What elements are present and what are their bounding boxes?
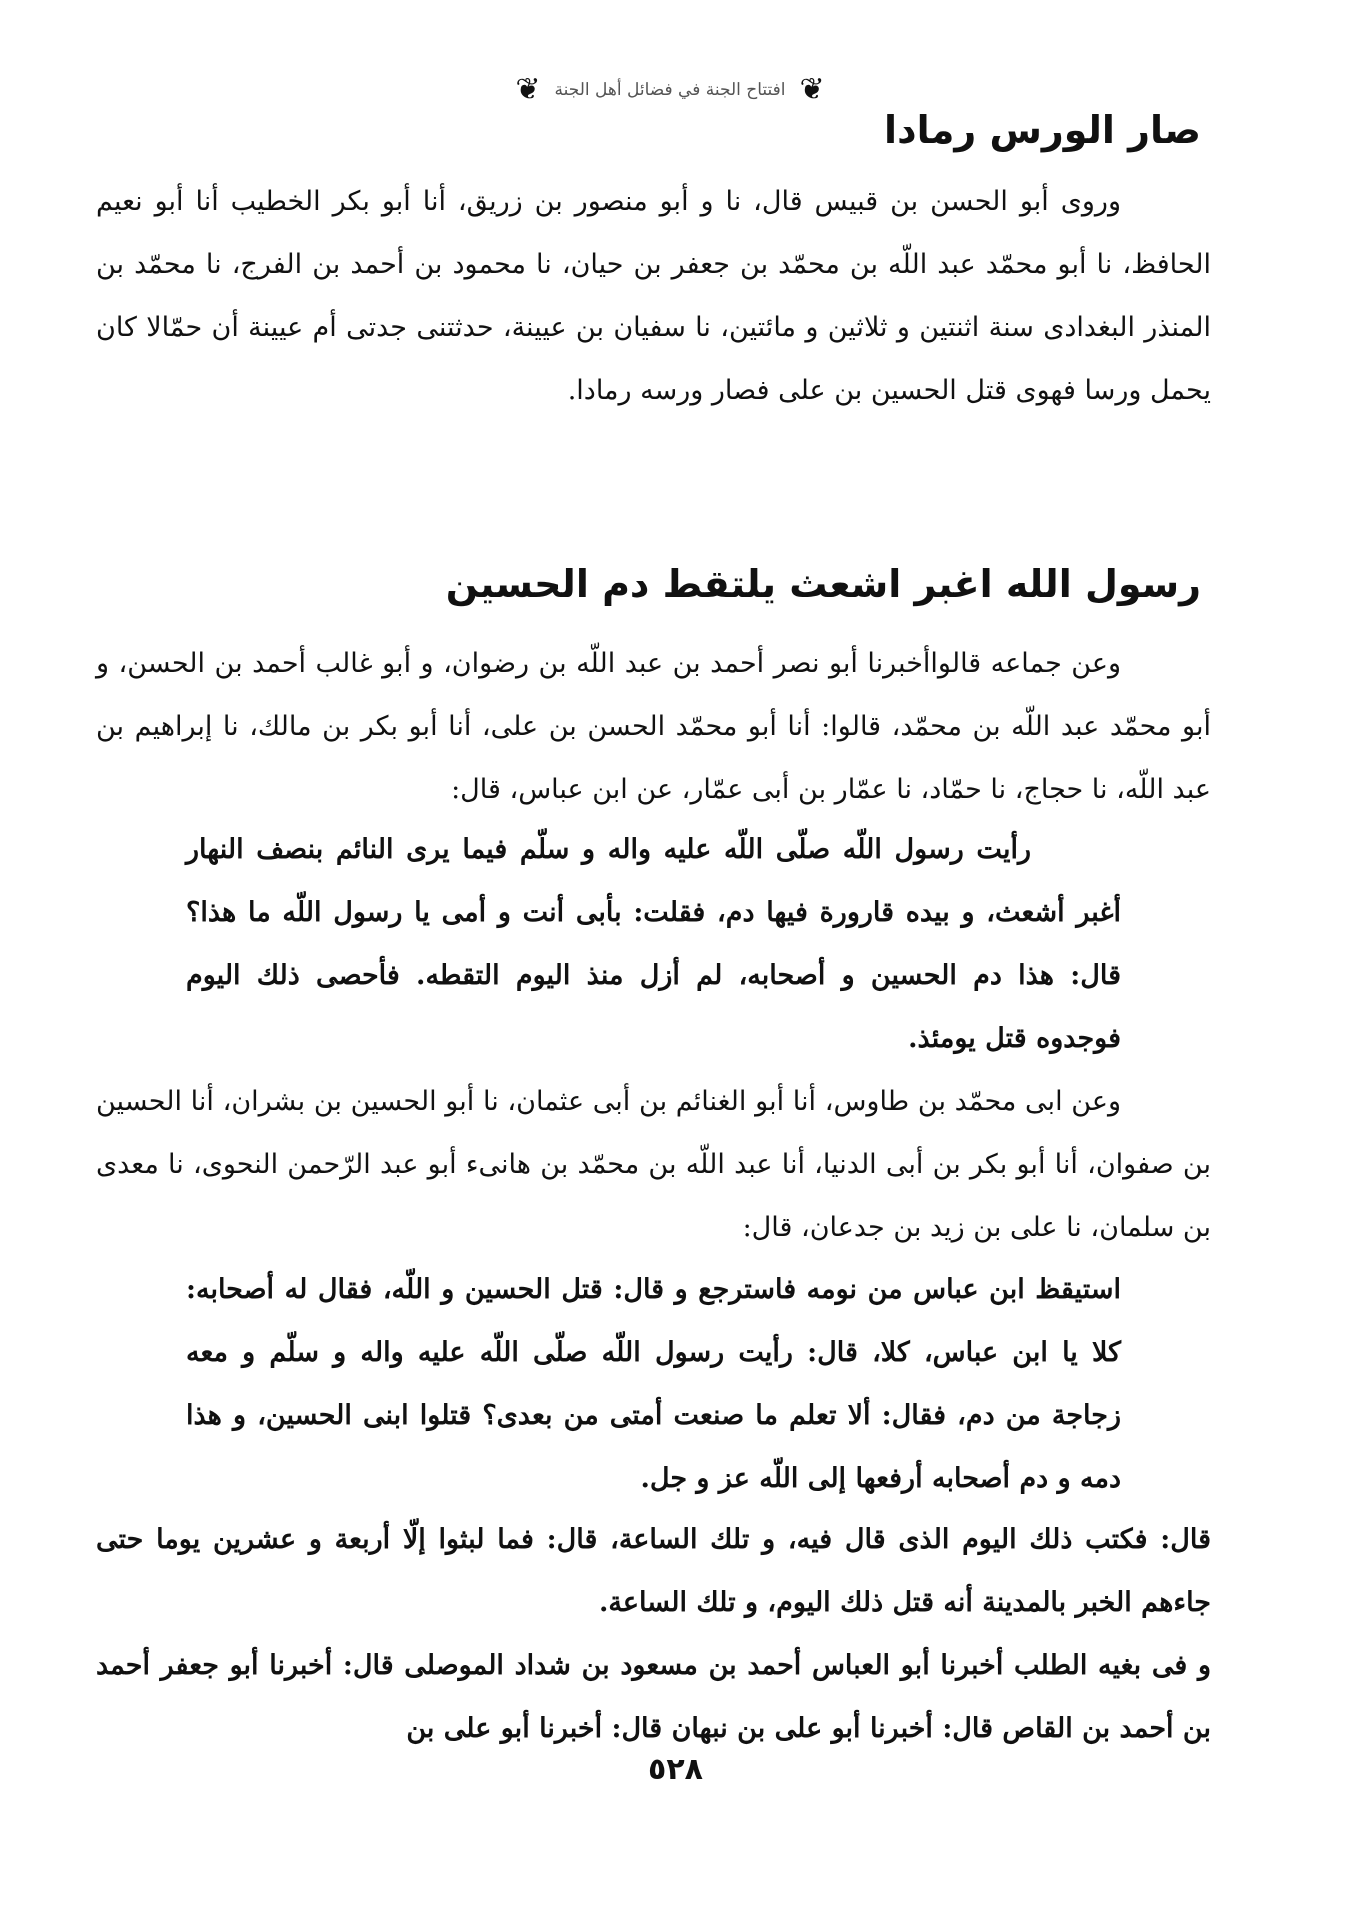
page-number: ٥٢٨	[648, 1752, 703, 1787]
ornament-left-icon: ❦	[515, 72, 541, 107]
quoted-paragraph: رأيت رسول اللّه صلّى اللّه عليه واله و سلّم فيما يرى النائم بنصف النهار أغبر أشعث، و بيده قارورة فيها دم، فقلت: بأبى أنت و أمى يا رسول اللّه ما هذا؟ قال: هذا دم الحسين و أصحابه، لم أزل منذ اليوم التقطه. فأحصى ذلك اليوم فوجدوه قتل يومئذ.	[186, 834, 1121, 1054]
section-heading: صار الورس رمادا	[884, 108, 1201, 152]
paragraph: قال: فكتب ذلك اليوم الذى قال فيه، و تلك الساعة، قال: فما لبثوا إلّا أربعة و عشرين يوما حتى جاءهم الخبر بالمدينة أنه قتل ذلك اليوم، و تلك الساعة.	[96, 1524, 1211, 1618]
paragraph: وعن ابى محمّد بن طاوس، أنا أبو الغنائم بن أبى عثمان، نا أبو الحسين بن بشران، أنا الحسين بن صفوان، أنا أبو بكر بن أبى الدنيا، أنا عبد اللّه بن محمّد بن هانىء أبو عبد الرّحمن النحوى، نا معدى بن سلمان، نا على بن زيد بن جدعان، قال:	[96, 1086, 1211, 1243]
ornament-right-icon: ❦	[799, 72, 825, 107]
paragraph: و فى بغيه الطلب أخبرنا أبو العباس أحمد بن مسعود بن شداد الموصلى قال: أخبرنا أبو جعفر أحمد بن أحمد بن القاص قال: أخبرنا أبو على بن نبهان قال: أخبرنا أبو على بن	[96, 1650, 1211, 1744]
paragraph: وعن جماعه قالواأخبرنا أبو نصر أحمد بن عبد اللّه بن رضوان، و أبو غالب أحمد بن الحسن، و أبو محمّد عبد اللّه بن محمّد، قالوا: أنا أبو محمّد الحسن بن على، أنا أبو بكر بن مالك، نا إبراهيم بن عبد اللّه، نا حجاج، نا حمّاد، نا عمّار بن أبى عمّار، عن ابن عباس، قال:	[96, 648, 1211, 805]
running-header	[440, 70, 900, 110]
section-heading: رسول الله اغبر اشعث يلتقط دم الحسين	[445, 562, 1201, 606]
paragraph: وروى أبو الحسن بن قبيس قال، نا و أبو منصور بن زريق، أنا أبو بكر الخطيب أنا أبو نعيم الحافظ، نا أبو محمّد عبد اللّه بن محمّد بن جعفر بن حيان، نا محمود بن أحمد بن الفرج، نا محمّد بن المنذر البغدادى سنة اثنتين و ثلاثين و مائتين، نا سفيان بن عيينة، حدثتنى جدتى أم عيينة أن حمّالا كان يحمل ورسا فهوى قتل الحسين بن على فصار ورسه رمادا.	[96, 186, 1211, 406]
running-title: افتتاح الجنة في فضائل أهل الجنة	[554, 80, 786, 100]
quoted-paragraph: استيقظ ابن عباس من نومه فاسترجع و قال: قتل الحسين و اللّه، فقال له أصحابه: كلا يا ابن عباس، كلا، قال: رأيت رسول اللّه صلّى اللّه عليه واله و سلّم و معه زجاجة من دم، فقال: ألا تعلم ما صنعت أمتى من بعدى؟ قتلوا ابنى الحسين، و هذا دمه و دم أصحابه أرفعها إلى اللّه عز و جل.	[186, 1274, 1121, 1494]
